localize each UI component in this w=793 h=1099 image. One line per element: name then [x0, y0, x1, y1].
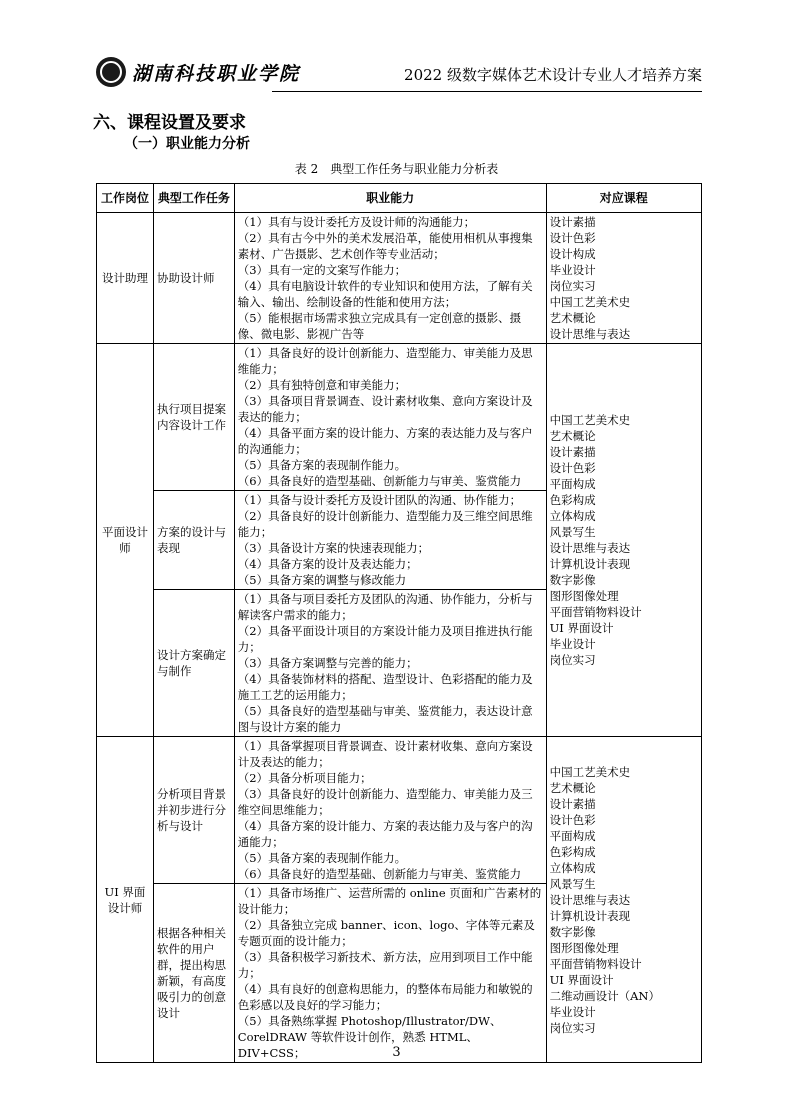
table-caption: 表 2 典型工作任务与职业能力分析表: [294, 162, 499, 176]
course-item: 立体构成: [549, 860, 596, 875]
course-item: 数字影像: [549, 924, 596, 939]
course-item: 风景写生: [549, 525, 596, 539]
task-cell: 设计方案确定与制作: [153, 590, 234, 737]
course-item: 立体构成: [549, 509, 596, 523]
ability-item: （4）具有良好的创意构思能力，的整体布局能力和敏锐的色彩感以及良好的学习能力；: [237, 982, 533, 1012]
course-item: 中国工艺美术史: [549, 295, 631, 309]
ability-cell: [234, 491, 546, 590]
ability-item: （6）具备良好的造型基础、创新能力与审美、鉴赏能力: [237, 867, 522, 881]
ability-item: （3）具备良好的设计创新能力、造型能力、审美能力及三维空间思维能力；: [237, 787, 533, 817]
ability-item: （3）具备方案调整与完善的能力；: [237, 656, 418, 670]
ability-item: （2）具备独立完成 banner、icon、logo、字体等元素及专题页面的设计能力；: [237, 918, 535, 948]
ability-item: （4）具备方案的设计能力、方案的表达能力及与客户的沟通能力；: [237, 819, 533, 849]
course-item: UI 界面设计: [549, 621, 614, 635]
table-row: [97, 344, 702, 491]
course-item: 艺术概论: [549, 429, 596, 443]
ability-item: （5）具备方案的表现制作能力。: [237, 458, 407, 472]
course-item: 色彩构成: [549, 844, 596, 859]
task-cell: 根据各种相关软件的用户群，提出构思新颖，有高度吸引力的创意设计: [153, 884, 234, 1063]
course-item: 毕业设计: [549, 637, 596, 651]
table-body: [97, 213, 702, 1063]
header-divider: [272, 91, 702, 92]
table-row: [97, 213, 702, 344]
ability-item: （6）具备良好的造型基础、创新能力与审美、鉴赏能力: [237, 474, 522, 488]
course-cell: [546, 213, 701, 344]
course-item: 毕业设计: [549, 263, 596, 277]
header-post: 工作岗位: [97, 184, 154, 213]
ability-item: （4）具备平面方案的设计能力、方案的表达能力及与客户的沟通能力；: [237, 426, 533, 456]
course-item: 色彩构成: [549, 493, 596, 507]
subsection-title: （一）职业能力分析: [124, 136, 250, 152]
ability-item: （4）具备装饰材料的搭配、造型设计、色彩搭配的能力及施工工艺的运用能力；: [237, 672, 533, 702]
post-cell: 设计助理: [97, 213, 154, 344]
course-item: 设计色彩: [549, 812, 596, 827]
ability-item: （5）具备良好的造型基础与审美、鉴赏能力，表达设计意图与设计方案的能力: [237, 704, 533, 734]
course-item: 设计素描: [549, 445, 596, 459]
table-header-row: [97, 184, 702, 213]
school-seal-icon: [96, 57, 126, 87]
course-item: 计算机设计表现: [549, 557, 631, 571]
header-course: 对应课程: [546, 184, 701, 213]
ability-item: （4）具备方案的设计及表达能力；: [237, 557, 418, 571]
course-cell: [546, 344, 701, 737]
task-cell: 执行项目提案内容设计工作: [153, 344, 234, 491]
task-cell: 方案的设计与表现: [153, 491, 234, 590]
course-item: 中国工艺美术史: [549, 764, 631, 779]
page-number: 3: [392, 1045, 401, 1060]
ability-item: （3）具备积极学习新技术、新方法，应用到项目工作中能力；: [237, 950, 533, 980]
course-item: 设计思维与表达: [549, 327, 631, 341]
course-item: 岗位实习: [549, 279, 596, 293]
course-item: 毕业设计: [549, 1004, 596, 1019]
ability-cell: [234, 590, 546, 737]
course-item: 设计思维与表达: [549, 541, 631, 555]
course-item: 图形图像处理: [549, 589, 619, 603]
course-item: 设计素描: [549, 215, 596, 229]
post-cell: UI 界面设计师: [97, 737, 154, 1063]
course-item: 设计构成: [549, 247, 596, 261]
ability-item: （2）具备平面设计项目的方案设计能力及项目推进执行能力；: [237, 624, 533, 654]
ability-item: （3）具备项目背景调查、设计素材收集、意向方案设计及表达的能力；: [237, 394, 533, 424]
ability-analysis-table: [96, 183, 702, 1063]
course-item: 平面营销物料设计: [549, 605, 642, 619]
course-item: 数字影像: [549, 573, 596, 587]
course-item: 中国工艺美术史: [549, 413, 631, 427]
course-item: 艺术概论: [549, 311, 596, 325]
page-header: [96, 50, 702, 94]
ability-item: （3）具备设计方案的快速表现能力；: [237, 541, 430, 555]
course-item: 平面构成: [549, 828, 596, 843]
course-item: 风景写生: [549, 876, 596, 891]
ability-item: （1）具备与项目委托方及团队的沟通、协作能力，分析与解读客户需求的能力；: [237, 592, 533, 622]
section-title: 六、课程设置及要求: [93, 113, 246, 133]
table-row: [97, 737, 702, 884]
course-item: 岗位实习: [549, 653, 596, 667]
course-item: 艺术概论: [549, 780, 596, 795]
header-ability: 职业能力: [234, 184, 546, 213]
ability-cell: [234, 884, 546, 1063]
course-item: 设计思维与表达: [549, 892, 631, 907]
ability-cell: [234, 213, 546, 344]
school-name: 湖南科技职业学院: [132, 62, 301, 85]
task-cell: 协助设计师: [153, 213, 234, 344]
ability-item: （1）具备掌握项目背景调查、设计素材收集、意向方案设计及表达的能力；: [237, 739, 533, 769]
course-item: 计算机设计表现: [549, 908, 631, 923]
ability-item: （1）具有与设计委托方及设计师的沟通能力；: [237, 215, 476, 229]
ability-item: （4）具有电脑设计软件的专业知识和使用方法，了解有关输入、输出、绘制设备的性能和使用方法；: [237, 279, 533, 309]
course-item: 图形图像处理: [549, 940, 619, 955]
ability-item: （5）具备方案的调整与修改能力: [237, 573, 407, 587]
course-item: 设计色彩: [549, 231, 596, 245]
ability-item: （1）具备与设计委托方及设计团队的沟通、协作能力；: [237, 493, 522, 507]
ability-item: （1）具备良好的设计创新能力、造型能力、审美能力及思维能力；: [237, 346, 533, 376]
ability-cell: [234, 344, 546, 491]
ability-item: （2）具备良好的设计创新能力、造型能力及三维空间思维能力；: [237, 509, 533, 539]
ability-item: （2）具有独特创意和审美能力；: [237, 378, 407, 392]
course-item: 设计素描: [549, 796, 596, 811]
course-cell: [546, 737, 701, 1063]
task-cell: 分析项目背景并初步进行分析与设计: [153, 737, 234, 884]
course-item: UI 界面设计: [549, 972, 614, 987]
ability-item: （5）具备方案的表现制作能力。: [237, 851, 407, 865]
course-item: 平面营销物料设计: [549, 956, 642, 971]
header-task: 典型工作任务: [153, 184, 234, 213]
course-item: 平面构成: [549, 477, 596, 491]
ability-item: （5）能根据市场需求独立完成具有一定创意的摄影、摄像、微电影、影视广告等: [237, 311, 522, 341]
course-item: 岗位实习: [549, 1020, 596, 1035]
ability-cell: [234, 737, 546, 884]
document-title: 2022 级数字媒体艺术设计专业人才培养方案: [404, 66, 702, 84]
ability-item: （2）具备分析项目能力；: [237, 771, 372, 785]
post-cell: 平面设计师: [97, 344, 154, 737]
ability-item: （3）具有一定的文案写作能力；: [237, 263, 407, 277]
ability-item: （2）具有古今中外的美术发展沿革，能使用相机从事搜集素材、广告摄影、艺术创作等专业活动；: [237, 231, 533, 261]
school-logo: [96, 54, 300, 90]
course-item: 二维动画设计（AN）: [549, 988, 660, 1003]
course-item: 设计色彩: [549, 461, 596, 475]
ability-item: （1）具备市场推广、运营所需的 online 页面和广告素材的设计能力；: [237, 886, 542, 916]
ability-item: （5）具备熟练掌握 Photoshop/Illustrator/DW、CorelDRAW 等软件设计创作，熟悉 HTML、DIV+CSS；: [237, 1014, 502, 1060]
